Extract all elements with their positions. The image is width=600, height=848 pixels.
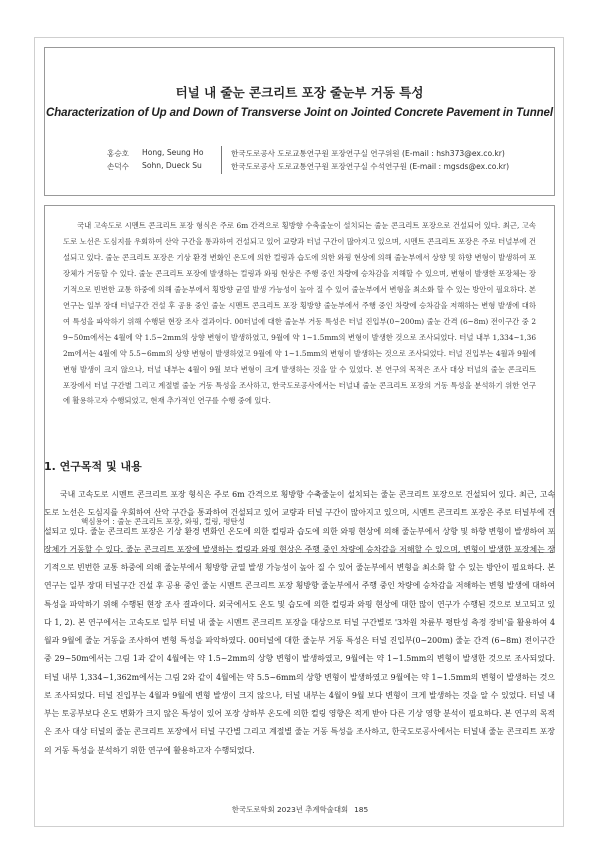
page-footer	[0, 804, 600, 815]
author-name-english: Sohn, Dueck Su	[142, 161, 202, 170]
author-affiliation: 한국도로공사 도로교통연구원 포장연구실 수석연구원 (E-mail : mgsds@ex.co.kr)	[231, 162, 510, 171]
author-affiliation: 한국도로공사 도로교통연구원 포장연구실 연구위원 (E-mail : hsh373@ex.co.kr)	[231, 149, 505, 158]
page-number: 185	[354, 805, 369, 814]
author-row	[45, 148, 554, 161]
title-block	[44, 47, 555, 196]
conference-name: 한국도로학회 2023년 추계학술대회	[231, 805, 349, 814]
author-name-korean: 손덕수	[107, 162, 130, 171]
author-list	[45, 148, 554, 174]
keywords: 핵심용어 : 줄눈 콘크리트 포장, 와핑, 컬링, 평탄성	[81, 517, 246, 526]
author-name-korean: 홍승호	[107, 149, 130, 158]
author-name-english: Hong, Seung Ho	[142, 148, 204, 157]
paper-title-korean: 터널 내 줄눈 콘크리트 포장 줄눈부 거동 특성	[175, 85, 424, 100]
abstract-text: 국내 고속도로 시멘트 콘크리트 포장 형식은 주로 6m 간격으로 횡방향 수축줄눈이 설치되는 줄눈 콘크리트 포장으로 건설되어 있다. 최근, 고속도로 노선은 도심지를 우회하여 산악 구간을 통과하여 건설되고 있어 교량과 터널 구간이 많아지고 있으며, 시멘트 콘크리트 포장은 주로 터널부에 건설되고 있다. 줄눈 콘크리트 포장은 기상 환경 변화인 온도에 의한 컬링과 습도에 의한 와핑 현상에 의해 줄눈부에서 상향 및 하향 변형이 발생하여 포장체가 거동할 수 있다. 줄눈 콘크리트 포장에 발생하는 컬링과 와핑 현상은 주행 중인 차량에 승차감을 저해할 수 있으며, 변형이 발생한 포장체는 장기적으로 빈번한 교통 하중에 의해 줄눈부에서 횡방향 균열 발생 가능성이 높아 질 수 있어 줄눈부에서 변형을 최소화 할 수 있는 방안이 필요하다. 본 연구는 일부 장대 터널구간 건설 후 공용 중인 줄눈 시멘트 콘크리트 포장 횡방향 줄눈부에서 주행 중인 차량에 승차감을 저해하는 변형 발생에 대하여 특성을 파악하기 위해 수행된 현장 조사 결과이다. 00터널에 대한 줄눈부 거동 특성은 터널 진입부(0~200m) 줄눈 간격 (6~8m) 전이구간 중 29~50m에서는 4월에 약 1.5~2mm의 상향 변형이 발생하였고, 9월에 약 1~1.5mm의 변형이 발생한 것으로 조사되었다. 터널 내부 1,334~1,362m에서는 4월에 약 5.5~6mm의 상향 변형이 발생하였고 9월에 약 1~1.5mm의 변형이 발생하는 것으로 조사되었다. 터널 진입부는 4월과 9월에 변형 발생이 크지 않으나, 터널 내부는 4월이 9월 보다 변형이 크게 발생하는 것을 알 수 있었다. 본 연구의 목적은 조사 대상 터널의 줄눈 콘크리트 포장에서 터널 구간별 그리고 계절별 줄눈 거동 특성을 조사하고, 한국도로공사에서는 터널내 줄눈 콘크리트 포장의 거동 특성을 분석하기 위한 연구에 활용하고자 수행되었고, 현재 추가적인 연구를 수행 중에 있다.	[63, 221, 536, 406]
section-body-text: 국내 고속도로 시멘트 콘크리트 포장 형식은 주로 6m 간격으로 횡방향 수축줄눈이 설치되는 줄눈 콘크리트 포장으로 건설되어 있다. 최근, 고속도로 노선은 도심지를 우회하여 산악 구간을 통과하여 건설되고 있어 교량과 터널 구간이 많아지고 있으며, 시멘트 콘크리트 포장은 주로 터널부에 건설되고 있다. 줄눈 콘크리트 포장은 기상 환경 변화인 온도에 의한 컬링과 습도에 의한 와핑 현상에 의해 줄눈부에서 상향 및 하향 변형이 발생하여 포장체가 거동할 수 있다. 줄눈 콘크리트 포장에 발생하는 컬링과 와핑 현상은 주행 중인 차량에 승차감을 저해할 수 있으며, 변형이 발생한 포장체는 장기적으로 빈번한 교통 하중에 의해 줄눈부에서 횡방향 균열 발생 가능성이 높아 질 수 있어 줄눈부에서 변형을 최소화 할 수 있는 방안이 필요하다. 본 연구는 일부 장대 터널구간 건설 후 공용 중인 줄눈 시멘트 콘크리트 포장 횡방향 줄눈부에서 주행 중인 차량에 승차감을 저해하는 변형 발생에 대하여 특성을 파악하기 위해 수행된 현장 조사 결과이다. 외국에서도 온도 및 습도에 의한 컬링과 와핑 현상에 대한 많이 연구가 수행된 것으로 보고되고 있다 1, 2). 본 연구에서는 고속도로 일부 터널 내 줄눈 시멘트 콘크리트 포장을 대상으로 터널 구간별로 '3차원 차륜부 평탄성 측정 장비'를 활용하여 4월과 9월에 줄눈 거동을 조사하여 변형 특성을 파악하였다. 00터널에 대한 줄눈부 거동 특성은 터널 진입부(0~200m) 줄눈 간격 (6~8m) 전이구간 중 29~50m에서는 그림 1과 같이 4월에는 약 1.5~2mm의 상향 변형이 발생하였고, 9월에는 약 1~1.5mm의 변형이 발생한 것으로 조사되었다. 터널 내부 1,334~1,362m에서는 그림 2와 같이 4월에는 약 5.5~6mm의 상향 변형이 발생하였고 9월에는 약 1~1.5mm의 변형이 발생하는 것으로 조사되었다. 터널 진입부는 4월과 9월에 변형 발생이 크지 않으나, 터널 내부는 4월이 9월 보다 변형이 크게 발생하는 것을 알 수 있었다. 터널 내부는 토공부보다 온도 변화가 크지 않은 특성이 있어 포장 상하부 온도에 의한 컬링 영향은 적게 받아 다른 기상 영향 분석이 필요하다. 본 연구의 목적은 조사 대상 터널의 줄눈 콘크리트 포장에서 터널 구간별 그리고 계절별 줄눈 거동 특성을 조사하고, 한국도로공사에서는 터널내 줄눈 콘크리트 포장의 거동 특성을 분석하기 위한 연구에 활용하고자 수행되었다.	[44, 490, 555, 755]
paper-title-english: Characterization of Up and Down of Transverse Joint on Jointed Concrete Pavement in Tunnel	[46, 107, 553, 119]
section-heading: 1. 연구목적 및 내용	[44, 460, 142, 473]
author-row	[45, 161, 554, 174]
